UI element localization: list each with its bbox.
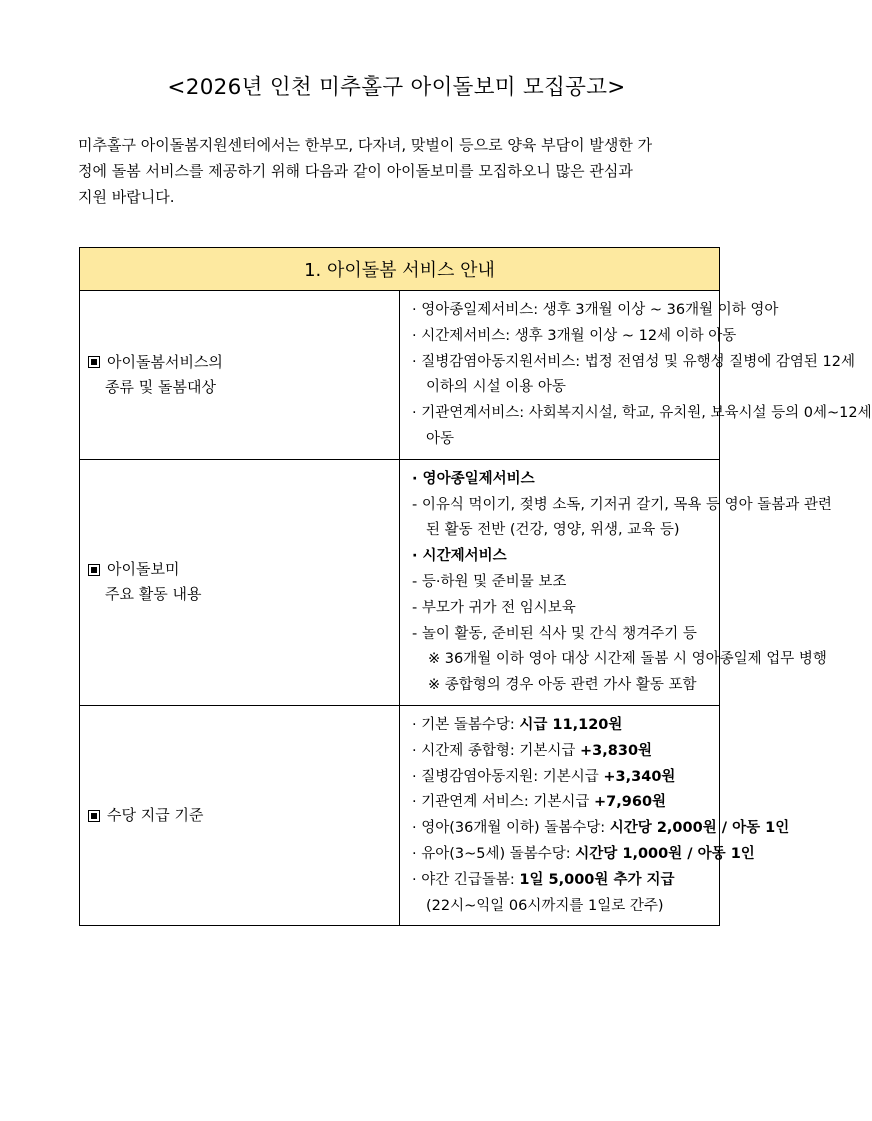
- amount: +3,830원: [580, 742, 653, 759]
- intro-paragraph: [78, 132, 721, 210]
- list-item: · 시간제서비스: 생후 3개월 이상 ~ 12세 이하 아동: [412, 327, 737, 344]
- amount: +3,340원: [603, 768, 676, 785]
- list-item: · 영아종일제서비스: 생후 3개월 이상 ~ 36개월 이하 영아: [412, 302, 779, 318]
- amount: 1일 5,000원 추가 지급: [519, 871, 675, 888]
- intro-line: 미추홀구 아이돌봄지원센터에서는 한부모, 다자녀, 맞벌이 등으로 양육 부담이 발생한 가: [78, 136, 653, 154]
- list-item: · 기본 돌봄수당: 시급 11,120원: [412, 716, 623, 733]
- list-item: · 유아(3~5세) 돌봄수당: 시간당 1,000원 / 아동 1인: [412, 845, 755, 862]
- label-text: 수당 지급 기준: [107, 806, 204, 825]
- amount: 시간당 2,000원 / 아동 1인: [609, 820, 790, 837]
- label-text: 종류 및 돌봄대상: [105, 377, 216, 396]
- list-item: · 기관연계 서비스: 기본시급 +7,960원: [412, 794, 667, 811]
- row-label: [80, 459, 400, 705]
- filled-square-icon: [88, 564, 100, 576]
- list-item: · 영아(36개월 이하) 돌봄수당: 시간당 2,000원 / 아동 1인: [412, 820, 790, 837]
- label-text: 주요 활동 내용: [105, 585, 202, 604]
- page-title: <2026년 인천 미추홀구 아이돌보미 모집공고>: [167, 75, 626, 100]
- list-item: · 질병감염아동지원서비스: 법정 전염성 및 유행성 질병에 감염된 12세: [412, 353, 856, 370]
- list-item: - 등·하원 및 준비물 보조: [412, 573, 567, 590]
- row-label: [80, 705, 400, 925]
- note-item: ※ 종합형의 경우 아동 관련 가사 활동 포함: [428, 677, 697, 694]
- amount: +7,960원: [594, 794, 667, 811]
- note-item: ※ 36개월 이하 영아 대상 시간제 돌봄 시 영아종일제 업무 병행: [428, 651, 827, 668]
- row-content: [400, 291, 872, 460]
- table-row: [80, 459, 720, 705]
- subheading: · 영아종일제서비스: [412, 470, 535, 487]
- list-item-continuation: 된 활동 전반 (건강, 영양, 위생, 교육 등): [426, 522, 680, 539]
- filled-square-icon: [88, 810, 100, 822]
- label-text: 아이돌보미: [107, 560, 180, 579]
- service-info-table: [79, 247, 872, 926]
- row-content: [400, 459, 832, 705]
- list-item: · 야간 긴급돌봄: 1일 5,000원 추가 지급: [412, 871, 675, 888]
- intro-line: 정에 돌봄 서비스를 제공하기 위해 다음과 같이 아이돌보미를 모집하오니 많은 관심과: [78, 162, 633, 180]
- note-item: (22시~익일 06시까지를 1일로 간주): [426, 897, 664, 914]
- list-item: - 부모가 귀가 전 임시보육: [412, 599, 576, 616]
- list-item: · 기관연계서비스: 사회복지시설, 학교, 유치원, 보육시설 등의 0세~12세: [412, 405, 872, 422]
- intro-line: 지원 바랍니다.: [78, 188, 175, 206]
- amount: 시간당 1,000원 / 아동 1인: [575, 845, 755, 862]
- list-item: · 시간제 종합형: 기본시급 +3,830원: [412, 742, 653, 759]
- label-text: 아이돌봄서비스의: [107, 352, 223, 371]
- row-label: [80, 291, 400, 460]
- table-row: [80, 705, 720, 925]
- amount: 시급 11,120원: [519, 716, 623, 733]
- table-row: [80, 291, 720, 460]
- filled-square-icon: [88, 356, 100, 368]
- subheading: · 시간제서비스: [412, 548, 507, 565]
- list-item: · 질병감염아동지원: 기본시급 +3,340원: [412, 768, 676, 785]
- list-item: - 이유식 먹이기, 젖병 소독, 기저귀 갈기, 목욕 등 영아 돌봄과 관련: [412, 496, 832, 513]
- list-item-continuation: 이하의 시설 이용 아동: [426, 379, 566, 396]
- list-item-continuation: 아동: [426, 430, 455, 447]
- list-item: - 놀이 활동, 준비된 식사 및 간식 챙겨주기 등: [412, 625, 697, 642]
- table-header: 1. 아이돌봄 서비스 안내: [80, 248, 720, 291]
- row-content: [400, 705, 790, 925]
